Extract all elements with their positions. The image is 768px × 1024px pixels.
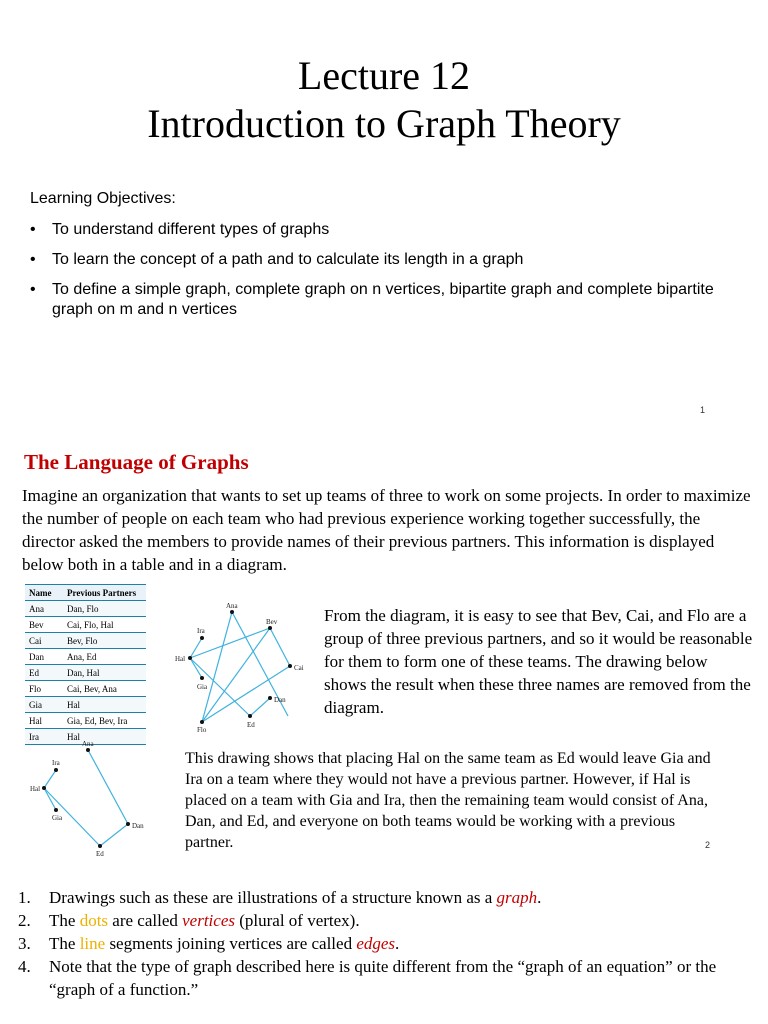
vertex-ana [86, 748, 90, 752]
vertex-ed [98, 844, 102, 848]
cell-name: Bev [25, 617, 63, 633]
vertex-ira [54, 768, 58, 772]
vertex-dan [268, 696, 272, 700]
table-row [25, 713, 146, 729]
header-partners: Previous Partners [63, 585, 146, 601]
cell-partners: Cai, Bev, Ana [63, 681, 146, 697]
label-gia: Gia [197, 683, 208, 691]
header-name: Name [25, 585, 63, 601]
label-ed: Ed [247, 721, 255, 729]
note-text: The [49, 911, 80, 930]
note-text-end: (plural of vertex). [234, 911, 360, 930]
objective-item: • To define a simple graph, complete graph on n vertices, bipartite graph and complete bipartite graph on m and n vertices [30, 280, 730, 320]
note-text-mid: segments joining vertices are called [105, 934, 357, 953]
label-ed: Ed [96, 850, 104, 858]
page-number-1: 1 [700, 405, 706, 415]
label-flo: Flo [197, 726, 207, 734]
note-number: 4. [18, 957, 31, 976]
edge [190, 638, 202, 658]
section-title: The Language of Graphs [24, 450, 249, 474]
label-dan: Dan [132, 822, 144, 830]
label-hal: Hal [30, 785, 41, 793]
term-graph: graph [496, 888, 538, 907]
label-ana: Ana [82, 740, 94, 748]
label-dan: Dan [274, 696, 286, 704]
cell-name: Flo [25, 681, 63, 697]
highlight-line: line [79, 934, 106, 953]
cell-partners: Dan, Hal [63, 665, 146, 681]
label-ira: Ira [52, 759, 60, 767]
note-item [18, 909, 758, 932]
note-number: 2. [18, 911, 31, 930]
objectives-heading: Learning Objectives: [30, 190, 176, 207]
cell-partners: Cai, Flo, Hal [63, 617, 146, 633]
edge [250, 698, 270, 716]
cell-name: Hal [25, 713, 63, 729]
title-line-2: Introduction to Graph Theory [147, 101, 621, 146]
cell-name: Dan [25, 649, 63, 665]
vertex-ana [230, 610, 234, 614]
note-text: Drawings such as these are illustrations of a structure known as a [49, 888, 497, 907]
note-item [18, 955, 758, 1001]
table-row [25, 601, 146, 617]
label-gia: Gia [52, 814, 63, 822]
edge [100, 824, 128, 846]
label-ira: Ira [197, 627, 205, 635]
vertex-ed [248, 714, 252, 718]
table-row [25, 681, 146, 697]
graph-diagram-full [170, 598, 320, 738]
table-row [25, 633, 146, 649]
graph-diagram-reduced [28, 738, 158, 858]
label-cai: Cai [294, 664, 304, 672]
cell-name: Cai [25, 633, 63, 649]
edge [88, 750, 128, 824]
objective-item: • To learn the concept of a path and to calculate its length in a graph [30, 250, 730, 270]
vertex-bev [268, 626, 272, 630]
vertex-hal [188, 656, 192, 660]
title-line-1: Lecture 12 [297, 53, 471, 98]
note-text: Note that the type of graph described here is quite different from the “graph of an equation” or the “graph of a function.” [49, 957, 717, 999]
vertex-gia [54, 808, 58, 812]
table-row [25, 649, 146, 665]
table-row [25, 697, 146, 713]
objectives-list [30, 220, 730, 330]
note-number: 1. [18, 888, 31, 907]
notes-list [18, 886, 758, 1001]
vertex-flo [200, 720, 204, 724]
cell-name: Ed [25, 665, 63, 681]
cell-partners: Hal [63, 697, 146, 713]
objective-item: • To understand different types of graphs [30, 220, 730, 240]
cell-partners: Bev, Flo [63, 633, 146, 649]
cell-partners: Gia, Ed, Bev, Ira [63, 713, 146, 729]
vertex-cai [288, 664, 292, 668]
vertex-dan [126, 822, 130, 826]
edge [270, 628, 290, 666]
highlight-dots: dots [79, 911, 109, 930]
note-text: The [49, 934, 80, 953]
hal-paragraph: This drawing shows that placing Hal on the same team as Ed would leave Gia and Ira on a team where they would not have a previous partner. However, if Hal is placed on a team with Gia and Ira, then the remaining team would consist of Ana, Dan, and Ed, and everyone on both teams would be working with a previous partner. [185, 750, 711, 851]
cell-name: Ira [25, 729, 63, 745]
partners-table [25, 584, 146, 745]
table-row [25, 617, 146, 633]
page-number-2: 2 [705, 840, 711, 850]
cell-partners: Dan, Flo [63, 601, 146, 617]
cell-partners: Hal [63, 729, 146, 745]
note-item [18, 932, 758, 955]
note-text-end: . [395, 934, 400, 953]
cell-name: Ana [25, 601, 63, 617]
label-ana: Ana [226, 602, 238, 610]
note-text-end: . [537, 888, 542, 907]
label-hal: Hal [175, 655, 186, 663]
diagram-paragraph: From the diagram, it is easy to see that Bev, Cai, and Flo are a group of three previous partners, and so it would be reasonable for them to form one of these teams. The drawing below shows the result when these three names are removed from the diagram. [324, 606, 753, 717]
vertex-ira [200, 636, 204, 640]
term-edges: edges [356, 934, 396, 953]
table-row [25, 665, 146, 681]
vertex-hal [42, 786, 46, 790]
note-item [18, 886, 758, 909]
cell-name: Gia [25, 697, 63, 713]
table-header-row [25, 585, 146, 601]
lecture-title [0, 52, 768, 148]
cell-partners: Ana, Ed [63, 649, 146, 665]
label-bev: Bev [266, 618, 278, 626]
intro-paragraph: Imagine an organization that wants to set up teams of three to work on some projects. In order to maximize the number of people on each team who had previous experience working together successfully, the director asked the members to provide names of their previous partners. This information is displayed below both in a table and in a diagram. [22, 486, 751, 574]
edge [44, 770, 56, 788]
term-vertices: vertices [182, 911, 235, 930]
note-text-mid: are called [108, 911, 183, 930]
vertex-gia [200, 676, 204, 680]
note-number: 3. [18, 934, 31, 953]
